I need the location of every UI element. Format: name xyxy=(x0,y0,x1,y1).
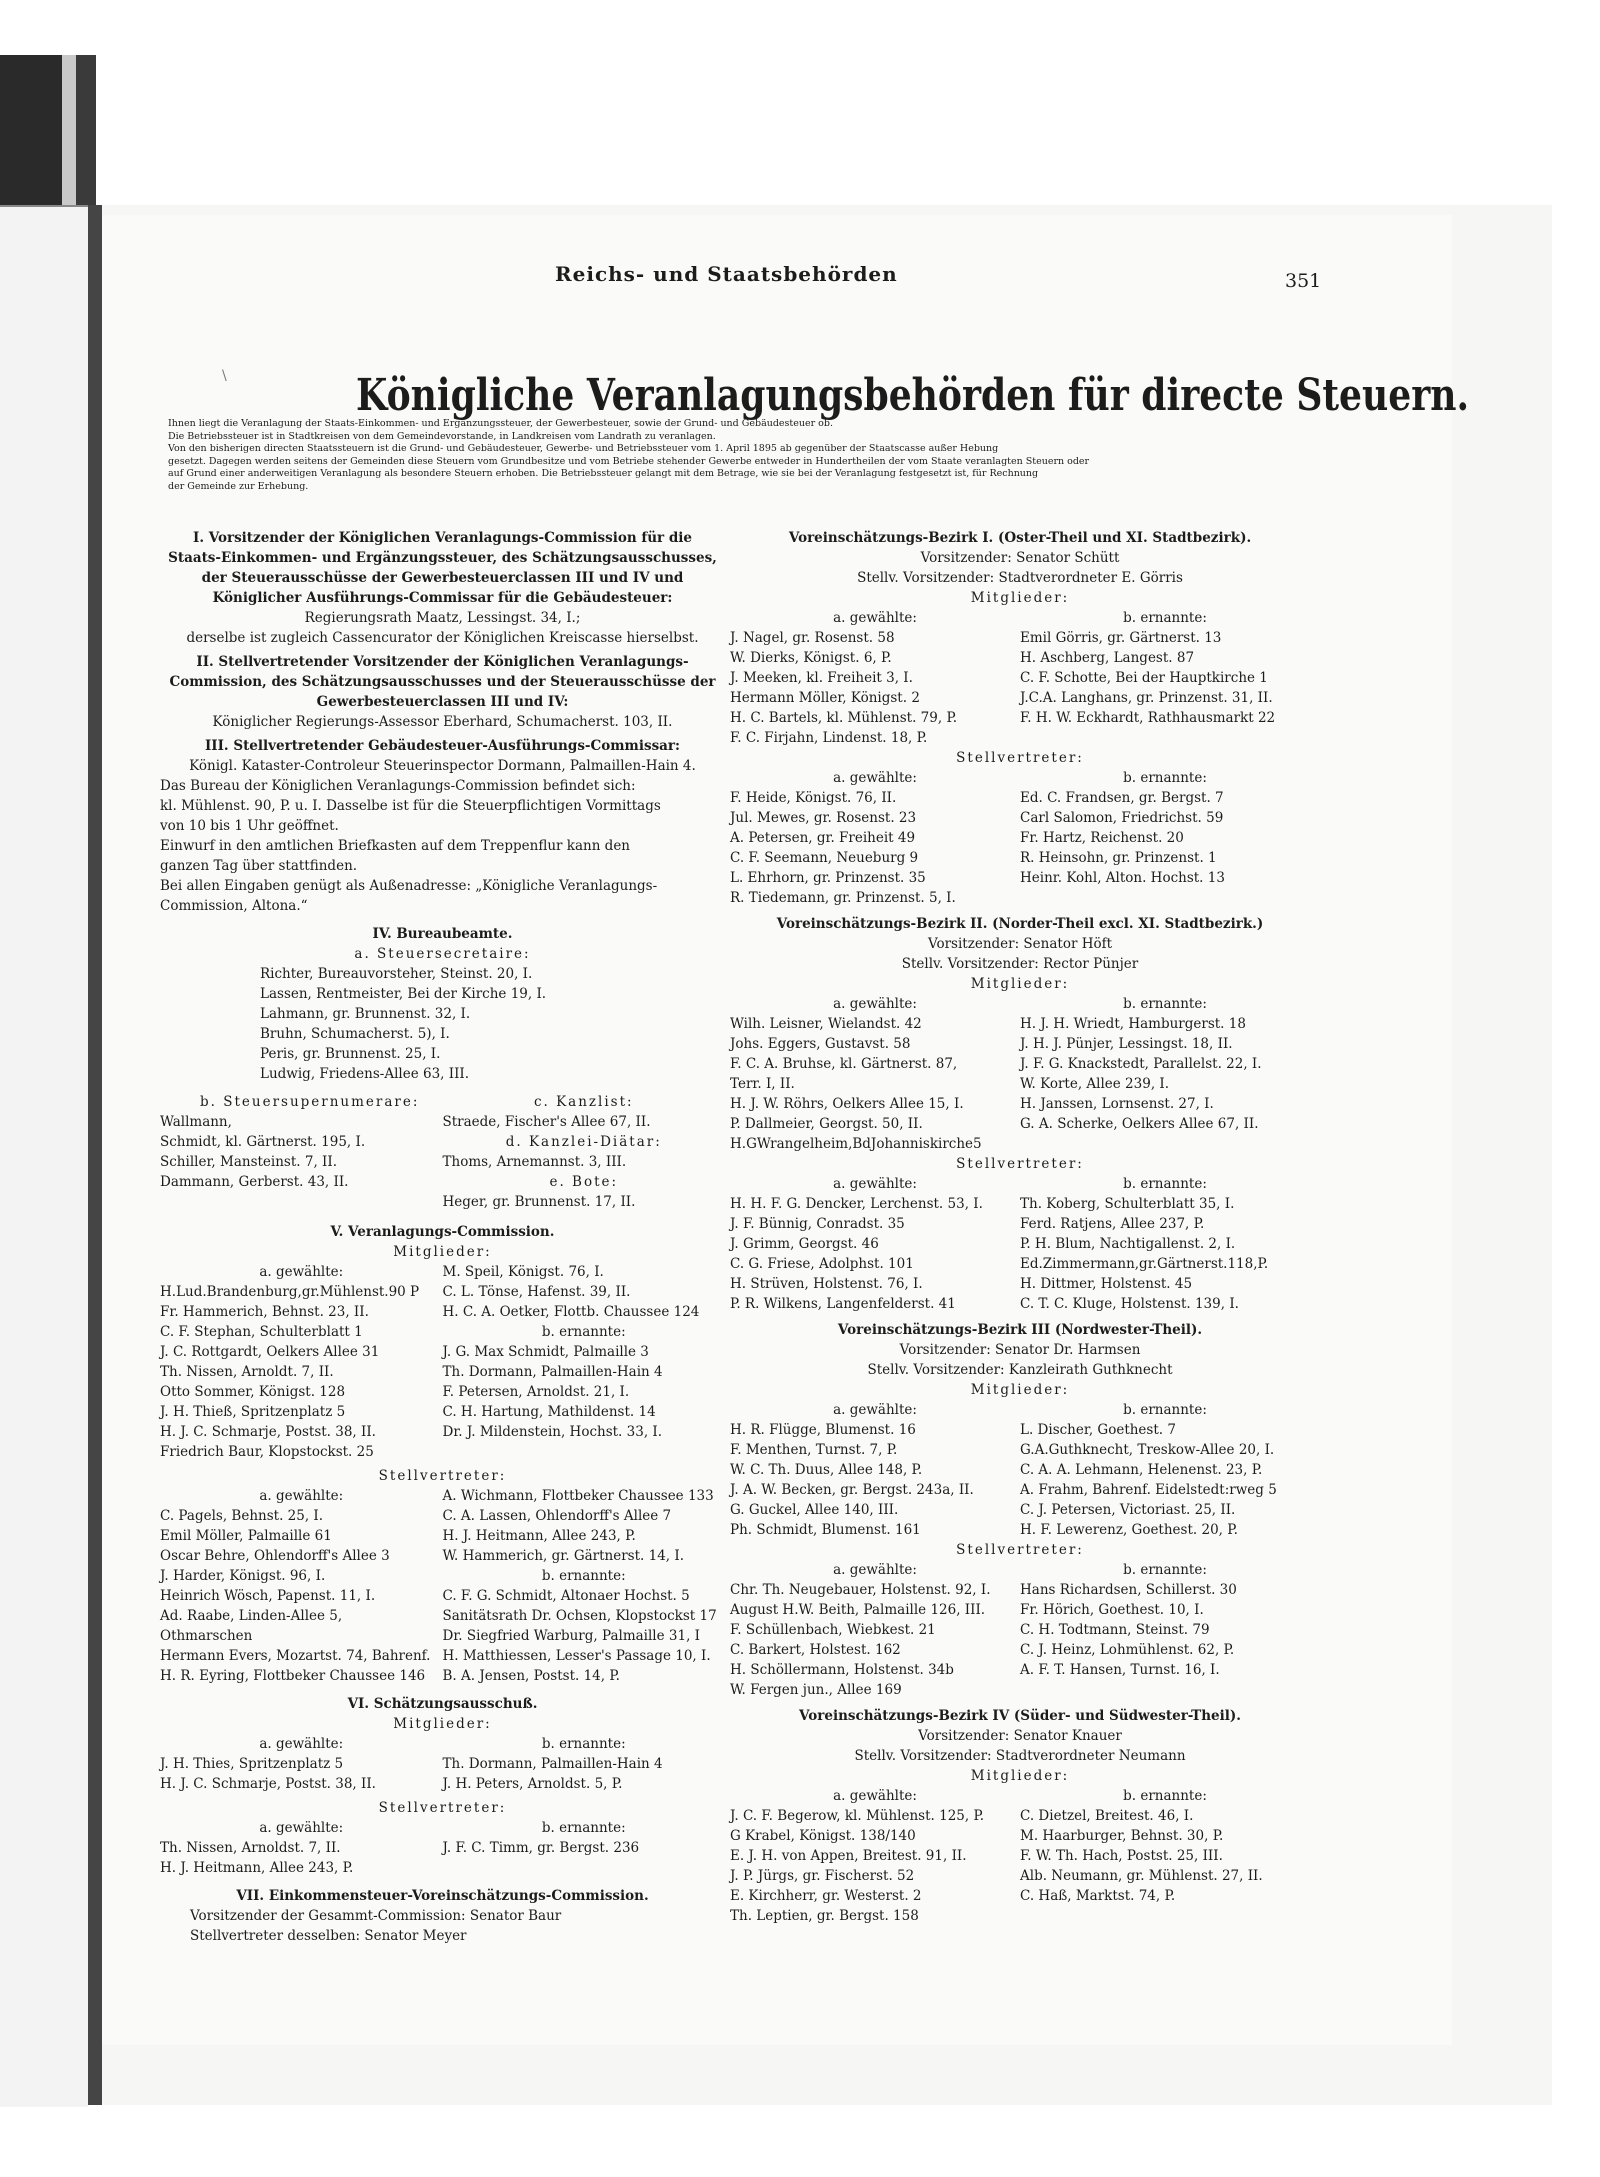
intro-line: Ihnen liegt die Veranlagung der Staats-Einkommen- und Ergänzungssteuer, der Gewerbesteuer, sowie der Grund- und Gebäudesteuer ob. xyxy=(168,418,833,429)
section-4e-heading: e. Bote: xyxy=(549,1174,619,1190)
book-spine xyxy=(88,205,102,2105)
district-2 xyxy=(730,914,1310,1314)
section-5s-elected-heading: a. gewählte: xyxy=(259,1488,344,1504)
stray-mark: \ xyxy=(222,368,227,384)
text-line: Einwurf in den amtlichen Briefkasten auf dem Treppenflur kann den xyxy=(160,838,631,854)
district-vice: Stellv. Vorsitzender: Rector Pünjer xyxy=(901,956,1139,972)
bookmark-ribbon-edge xyxy=(76,55,96,205)
person-entry: Dammann, Gerberst. 43, II. xyxy=(160,1174,349,1190)
elected-heading: a. gewählte: xyxy=(833,1562,917,1578)
person-entry: Emil Görris, gr. Gärtnerst. 13 xyxy=(1020,630,1222,646)
person-entry: Th. Koberg, Schulterblatt 35, I. xyxy=(1020,1196,1235,1212)
person-entry: C. J. Petersen, Victoriast. 25, II. xyxy=(1020,1502,1236,1518)
elected-heading: a. gewählte: xyxy=(833,996,917,1012)
person-entry: F. C. Firjahn, Lindenst. 18, P. xyxy=(730,730,928,746)
running-head: Reichs- und Staatsbehörden xyxy=(555,262,898,286)
person-entry: A. Wichmann, Flottbeker Chaussee 133 xyxy=(442,1488,714,1504)
person-entry: H. Strüven, Holstenst. 76, I. xyxy=(730,1276,923,1292)
person-entry: H. J. W. Röhrs, Oelkers Allee 15, I. xyxy=(730,1096,964,1112)
person-entry: H. Schöllermann, Holstenst. 34b xyxy=(730,1662,954,1678)
appointed-heading: b. ernannte: xyxy=(1123,1562,1207,1578)
district-chair: Vorsitzender: Senator Schütt xyxy=(920,550,1120,566)
person-entry: W. Hammerich, gr. Gärtnerst. 14, I. xyxy=(442,1548,684,1564)
person-entry: Straede, Fischer's Allee 67, II. xyxy=(442,1114,651,1130)
appointed-heading: b. ernannte: xyxy=(1123,770,1207,786)
person-entry: Hans Richardsen, Schillerst. 30 xyxy=(1020,1582,1237,1598)
person-entry: C. H. Todtmann, Steinst. 79 xyxy=(1020,1622,1210,1638)
section-4e-list xyxy=(443,1192,726,1212)
person-entry: J. Nagel, gr. Rosenst. 58 xyxy=(730,630,895,646)
person-entry: Oscar Behre, Ohlendorff's Allee 3 xyxy=(160,1548,390,1564)
appointed-heading: b. ernannte: xyxy=(1123,1788,1207,1804)
elected-heading: a. gewählte: xyxy=(833,770,917,786)
person-entry: C. Haß, Marktst. 74, P. xyxy=(1020,1888,1176,1904)
person-entry: C. J. Heinz, Lohmühlenst. 62, P. xyxy=(1020,1642,1235,1658)
person-entry: C. F. G. Schmidt, Altonaer Hochst. 5 xyxy=(442,1588,690,1604)
person-entry: F. Menthen, Turnst. 7, P. xyxy=(730,1442,898,1458)
person-entry: J. C. F. Begerow, kl. Mühlenst. 125, P. xyxy=(730,1808,985,1824)
text-line: ganzen Tag über stattfinden. xyxy=(160,858,358,874)
person-entry: C. H. Hartung, Mathildenst. 14 xyxy=(442,1404,656,1420)
section-2-person: Königlicher Regierungs-Assessor Eberhard, Schumacherst. 103, II. xyxy=(212,714,673,730)
person-entry: J. F. Bünnig, Conradst. 35 xyxy=(730,1216,905,1232)
person-entry: Ph. Schmidt, Blumenst. 161 xyxy=(730,1522,921,1538)
district-title: Voreinschätzungs-Bezirk IV (Süder- und Südwester-Theil). xyxy=(799,1708,1241,1724)
members-heading: Mitglieder: xyxy=(970,1768,1070,1784)
bookmark-ribbon-light xyxy=(62,55,76,205)
person-entry: F. H. W. Eckhardt, Rathhausmarkt 22 xyxy=(1020,710,1276,726)
section-4b-heading: b. Steuersupernumerare: xyxy=(200,1094,420,1110)
appointed-heading: b. ernannte: xyxy=(1123,1176,1207,1192)
district-chair: Vorsitzender: Senator Knauer xyxy=(918,1728,1122,1744)
person-entry: Fr. Hörich, Goethest. 10, I. xyxy=(1020,1602,1204,1618)
section-6-heading: VI. Schätzungsausschuß. xyxy=(347,1696,538,1712)
section-6s-elected-heading: a. gewählte: xyxy=(259,1820,344,1836)
person-entry: Richter, Bureauvorsteher, Steinst. 20, I. xyxy=(260,966,533,982)
elected-heading: a. gewählte: xyxy=(833,1402,917,1418)
section-6s-appointed-heading: b. ernannte: xyxy=(541,1820,626,1836)
page-number: 351 xyxy=(1285,270,1322,292)
district-title: Voreinschätzungs-Bezirk I. (Oster-Theil und XI. Stadtbezirk). xyxy=(788,530,1252,546)
section-5s-appointed-heading: b. ernannte: xyxy=(541,1568,626,1584)
person-entry: C. F. Schotte, Bei der Hauptkirche 1 xyxy=(1020,670,1268,686)
person-entry: Sanitätsrath Dr. Ochsen, Klopstockst 17 xyxy=(442,1608,717,1624)
elected-heading: a. gewählte: xyxy=(833,610,917,626)
section-4c-heading: c. Kanzlist: xyxy=(533,1094,634,1110)
person-entry: Emil Möller, Palmaille 61 xyxy=(160,1528,332,1544)
person-entry: J. Meeken, kl. Freiheit 3, I. xyxy=(730,670,913,686)
section-5-appointed-heading: b. ernannte: xyxy=(541,1324,626,1340)
person-entry: Friedrich Baur, Klopstockst. 25 xyxy=(160,1444,374,1460)
heading-line: Staats-Einkommen- und Ergänzungssteuer, des Schätzungsausschusses, xyxy=(168,550,717,566)
person-entry: J. F. G. Knackstedt, Parallelst. 22, I. xyxy=(1020,1056,1262,1072)
section-1-note: derselbe ist zugleich Cassencurator der Königlichen Kreiscasse hierselbst. xyxy=(186,630,699,646)
person-entry: H. J. Heitmann, Allee 243, P. xyxy=(442,1528,636,1544)
person-entry: Ad. Raabe, Linden-Allee 5, xyxy=(160,1608,343,1624)
person-entry: Thoms, Arnemannst. 3, III. xyxy=(442,1154,627,1170)
person-entry: H. C. Bartels, kl. Mühlenst. 79, P. xyxy=(730,710,958,726)
intro-line: Die Betriebssteuer ist in Stadtkreisen von dem Gemeindevorstande, in Landkreisen vom Landrath zu veranlagen. xyxy=(168,430,716,442)
section-4a-list xyxy=(160,964,725,1084)
person-entry: P. Dallmeier, Georgst. 50, II. xyxy=(730,1116,923,1132)
person-entry: Schmidt, kl. Gärtnerst. 195, I. xyxy=(160,1134,366,1150)
person-entry: R. Tiedemann, gr. Prinzenst. 5, I. xyxy=(730,890,956,906)
person-entry: Th. Dormann, Palmaillen-Hain 4 xyxy=(442,1364,663,1380)
district-3 xyxy=(730,1320,1310,1700)
section-6-appointed-heading: b. ernannte: xyxy=(541,1736,626,1752)
person-entry: H. F. Lewerenz, Goethest. 20, P. xyxy=(1020,1522,1238,1538)
section-5s-elected-list-2 xyxy=(443,1486,726,1566)
person-entry: J. Grimm, Georgst. 46 xyxy=(730,1236,879,1252)
person-entry: Hermann Möller, Königst. 2 xyxy=(730,690,920,706)
text-line: Commission, Altona.“ xyxy=(160,898,308,914)
person-entry: G Krabel, Königst. 138/140 xyxy=(730,1828,916,1844)
person-entry: Th. Nissen, Arnoldt. 7, II. xyxy=(160,1364,334,1380)
text-line: Bei allen Eingaben genügt als Außenadresse: „Königliche Veranlagungs- xyxy=(160,878,658,894)
person-entry: J. A. W. Becken, gr. Bergst. 243a, II. xyxy=(730,1482,974,1498)
person-entry: Othmarschen xyxy=(160,1628,253,1644)
person-entry: L. Discher, Goethest. 7 xyxy=(1020,1422,1176,1438)
person-entry: C. Pagels, Behnst. 25, I. xyxy=(160,1508,324,1524)
section-4d-list xyxy=(443,1152,726,1172)
person-entry: J. H. Peters, Arnoldst. 5, P. xyxy=(442,1776,623,1792)
district-4 xyxy=(730,1706,1310,1926)
person-entry: H. Aschberg, Langest. 87 xyxy=(1020,650,1195,666)
person-entry: H.GWrangelheim,BdJohanniskirche5 xyxy=(730,1136,982,1152)
section-5-elected-list-2 xyxy=(443,1262,726,1322)
facing-page-edge xyxy=(0,205,88,2107)
left-column xyxy=(160,528,725,1946)
intro-line: Von den bisherigen directen Staatssteuern ist die Grund- und Gebäudesteuer, Gewerbe- und Betriebssteuer vom 1. April 1895 ab gegenüber der Staatscasse außer Hebung xyxy=(168,443,999,454)
section-6-appointed-list xyxy=(443,1754,726,1794)
section-1-heading xyxy=(160,528,725,608)
intro-line: gesetzt. Dagegen werden seitens der Gemeinden diese Steuern vom Grundbesitze und vom Betriebe stehender Gewerbe entweder in Hundertheilen der vom Staate veranlagten Steuern oder xyxy=(168,455,1090,467)
section-6s-appointed-list xyxy=(443,1838,726,1858)
heading-line: Königlicher Ausführungs-Commissar für die Gebäudesteuer: xyxy=(212,590,673,606)
elected-heading: a. gewählte: xyxy=(833,1176,917,1192)
section-6-members-heading: Mitglieder: xyxy=(393,1716,492,1732)
person-entry: Th. Leptien, gr. Bergst. 158 xyxy=(730,1908,919,1924)
text-line: Das Bureau der Königlichen Veranlagungs-Commission befindet sich: xyxy=(160,778,636,794)
members-heading: Mitglieder: xyxy=(970,976,1070,992)
person-entry: P. H. Blum, Nachtigallenst. 2, I. xyxy=(1020,1236,1236,1252)
person-entry: Dr. Siegfried Warburg, Palmaille 31, I xyxy=(442,1628,701,1644)
bookmark-ribbon xyxy=(0,55,62,205)
person-entry: Hermann Evers, Mozartst. 74, Bahrenf. xyxy=(160,1648,431,1664)
text-line: kl. Mühlenst. 90, P. u. I. Dasselbe ist für die Steuerpflichtigen Vormittags xyxy=(160,798,661,814)
district-vice: Stellv. Vorsitzender: Stadtverordneter Neumann xyxy=(854,1748,1186,1764)
district-chair: Vorsitzender: Senator Höft xyxy=(927,936,1113,952)
section-7-lines xyxy=(160,1906,725,1946)
person-entry: Bruhn, Schumacherst. 5), I. xyxy=(260,1026,450,1042)
district-vice: Stellv. Vorsitzender: Kanzleirath Guthknecht xyxy=(867,1362,1173,1378)
person-entry: J. C. Rottgardt, Oelkers Allee 31 xyxy=(160,1344,380,1360)
person-entry: J. H. Thieß, Spritzenplatz 5 xyxy=(160,1404,346,1420)
person-entry: W. C. Th. Duus, Allee 148, P. xyxy=(730,1462,923,1478)
person-entry: Peris, gr. Brunnenst. 25, I. xyxy=(260,1046,441,1062)
person-entry: A. Petersen, gr. Freiheit 49 xyxy=(730,830,916,846)
person-entry: F. Schüllenbach, Wiebkest. 21 xyxy=(730,1622,936,1638)
section-5-deputies-heading: Stellvertreter: xyxy=(378,1468,507,1484)
person-entry: A. Frahm, Bahrenf. Eidelstedt:rweg 5 xyxy=(1020,1482,1277,1498)
heading-line: Gewerbesteuerclassen III und IV: xyxy=(316,694,569,710)
person-entry: E. Kirchherr, gr. Westerst. 2 xyxy=(730,1888,922,1904)
person-entry: Th. Nissen, Arnoldst. 7, II. xyxy=(160,1840,341,1856)
section-2-heading xyxy=(160,652,725,712)
person-entry: B. A. Jensen, Postst. 14, P. xyxy=(442,1668,620,1684)
section-5-appointed-list xyxy=(443,1342,726,1442)
intro-line: der Gemeinde zur Erhebung. xyxy=(168,480,309,492)
person-entry: J. F. C. Timm, gr. Bergst. 236 xyxy=(442,1840,640,1856)
person-entry: Ed. C. Frandsen, gr. Bergst. 7 xyxy=(1020,790,1224,806)
section-6-deputies-heading: Stellvertreter: xyxy=(378,1800,507,1816)
person-entry: Wilh. Leisner, Wielandst. 42 xyxy=(730,1016,922,1032)
person-entry: J. P. Jürgs, gr. Fischerst. 52 xyxy=(730,1868,915,1884)
person-entry: J. H. Thies, Spritzenplatz 5 xyxy=(160,1756,344,1772)
person-entry: C. F. Seemann, Neueburg 9 xyxy=(730,850,919,866)
person-entry: H. Dittmer, Holstenst. 45 xyxy=(1020,1276,1193,1292)
person-entry: C. T. C. Kluge, Holstenst. 139, I. xyxy=(1020,1296,1239,1312)
heading-line: Commission, des Schätzungsausschusses und der Steuerausschüsse der xyxy=(169,674,716,690)
person-entry: H. Matthiessen, Lesser's Passage 10, I. xyxy=(442,1648,711,1664)
intro-paragraph xyxy=(168,418,1318,493)
person-entry: F. C. A. Bruhse, kl. Gärtnerst. 87, xyxy=(730,1056,958,1072)
person-entry: H. J. Heitmann, Allee 243, P. xyxy=(160,1860,354,1876)
person-entry: H. C. A. Oetker, Flottb. Chaussee 124 xyxy=(442,1304,700,1320)
section-1-person: Regierungsrath Maatz, Lessingst. 34, I.; xyxy=(304,610,581,626)
person-entry: C. Dietzel, Breitest. 46, I. xyxy=(1020,1808,1194,1824)
person-entry: Lassen, Rentmeister, Bei der Kirche 19, I. xyxy=(260,986,547,1002)
section-3-text xyxy=(160,776,725,916)
heading-line: I. Vorsitzender der Königlichen Veranlagungs-Commission für die xyxy=(193,530,692,546)
heading-line: II. Stellvertretender Vorsitzender der Königlichen Veranlagungs- xyxy=(196,654,689,670)
person-entry: H. H. F. G. Dencker, Lerchenst. 53, I. xyxy=(730,1196,983,1212)
district-vice: Stellv. Vorsitzender: Stadtverordneter E. Görris xyxy=(857,570,1183,586)
text-line: Stellvertreter desselben: Senator Meyer xyxy=(190,1928,467,1944)
elected-heading: a. gewählte: xyxy=(833,1788,917,1804)
person-entry: Terr. I, II. xyxy=(730,1076,795,1092)
text-line: von 10 bis 1 Uhr geöffnet. xyxy=(160,818,339,834)
person-entry: C. Barkert, Holstest. 162 xyxy=(730,1642,901,1658)
person-entry: Alb. Neumann, gr. Mühlenst. 27, II. xyxy=(1020,1868,1263,1884)
deputies-heading: Stellvertreter: xyxy=(956,750,1084,766)
person-entry: J. H. J. Pünjer, Lessingst. 18, II. xyxy=(1020,1036,1233,1052)
section-5-heading: V. Veranlagungs-Commission. xyxy=(330,1224,555,1240)
person-entry: Fr. Hartz, Reichenst. 20 xyxy=(1020,830,1184,846)
right-column xyxy=(730,528,1310,1926)
district-chair: Vorsitzender: Senator Dr. Harmsen xyxy=(899,1342,1141,1358)
person-entry: H.Lud.Brandenburg,gr.Mühlenst.90 P xyxy=(160,1284,420,1300)
person-entry: M. Haarburger, Behnst. 30, P. xyxy=(1020,1828,1224,1844)
person-entry: H. R. Flügge, Blumenst. 16 xyxy=(730,1422,916,1438)
person-entry: G. Guckel, Allee 140, III. xyxy=(730,1502,899,1518)
person-entry: August H.W. Beith, Palmaille 126, III. xyxy=(730,1602,986,1618)
person-entry: Ludwig, Friedens-Allee 63, III. xyxy=(260,1066,470,1082)
person-entry: Ferd. Ratjens, Allee 237, P. xyxy=(1020,1216,1205,1232)
person-entry: C. A. Lassen, Ohlendorff's Allee 7 xyxy=(442,1508,672,1524)
section-5s-elected-list xyxy=(160,1506,443,1686)
person-entry: H. J. H. Wriedt, Hamburgerst. 18 xyxy=(1020,1016,1246,1032)
section-4-heading: IV. Bureaubeamte. xyxy=(372,926,513,942)
person-entry: G. A. Scherke, Oelkers Allee 67, II. xyxy=(1020,1116,1259,1132)
person-entry: R. Heinsohn, gr. Prinzenst. 1 xyxy=(1020,850,1217,866)
district-1 xyxy=(730,528,1310,908)
person-entry: C. A. A. Lehmann, Helenenst. 23, P. xyxy=(1020,1462,1263,1478)
person-entry: W. Fergen jun., Allee 169 xyxy=(730,1682,902,1698)
section-5-members-heading: Mitglieder: xyxy=(393,1244,492,1260)
section-7-heading: VII. Einkommensteuer-Voreinschätzungs-Commission. xyxy=(236,1888,649,1904)
deputies-heading: Stellvertreter: xyxy=(956,1542,1084,1558)
person-entry: Lahmann, gr. Brunnenst. 32, I. xyxy=(260,1006,471,1022)
section-5-elected-list xyxy=(160,1282,443,1462)
heading-line: der Steuerausschüsse der Gewerbesteuerclassen III und IV und xyxy=(201,570,684,586)
section-5s-appointed-list xyxy=(443,1586,726,1686)
person-entry: J. Harder, Königst. 96, I. xyxy=(160,1568,326,1584)
section-4d-heading: d. Kanzlei-Diätar: xyxy=(505,1134,662,1150)
person-entry: Th. Dormann, Palmaillen-Hain 4 xyxy=(442,1756,663,1772)
section-3-heading: III. Stellvertretender Gebäudesteuer-Ausführungs-Commissar: xyxy=(204,738,681,754)
person-entry: F. Heide, Königst. 76, II. xyxy=(730,790,897,806)
intro-line: auf Grund einer anderweitigen Veranlagung als besondere Steuern erhoben. Die Betriebssteuer gelangt mit dem Betrage, wie sie bei der Veranlagung festgesetzt ist, für Rechnung xyxy=(168,468,1039,479)
person-entry: Otto Sommer, Königst. 128 xyxy=(160,1384,346,1400)
appointed-heading: b. ernannte: xyxy=(1123,610,1207,626)
person-entry: E. J. H. von Appen, Breitest. 91, II. xyxy=(730,1848,967,1864)
person-entry: H. R. Eyring, Flottbeker Chaussee 146 xyxy=(160,1668,426,1684)
person-entry: H. Janssen, Lornsenst. 27, I. xyxy=(1020,1096,1214,1112)
person-entry: Johs. Eggers, Gustavst. 58 xyxy=(730,1036,911,1052)
section-6-elected-heading: a. gewählte: xyxy=(259,1736,344,1752)
person-entry: C. F. Stephan, Schulterblatt 1 xyxy=(160,1324,363,1340)
person-entry: Dr. J. Mildenstein, Hochst. 33, I. xyxy=(442,1424,663,1440)
person-entry: Chr. Th. Neugebauer, Holstenst. 92, I. xyxy=(730,1582,991,1598)
district-title: Voreinschätzungs-Bezirk III (Nordwester-Theil). xyxy=(837,1322,1203,1338)
person-entry: Heger, gr. Brunnenst. 17, II. xyxy=(442,1194,636,1210)
person-entry: Carl Salomon, Friedrichst. 59 xyxy=(1020,810,1224,826)
appointed-heading: b. ernannte: xyxy=(1123,1402,1207,1418)
section-3-person: Königl. Kataster-Controleur Steuerinspector Dormann, Palmaillen-Hain 4. xyxy=(189,758,696,774)
appointed-heading: b. ernannte: xyxy=(1123,996,1207,1012)
section-4b-list xyxy=(160,1112,443,1192)
members-heading: Mitglieder: xyxy=(970,590,1070,606)
person-entry: Wallmann, xyxy=(160,1114,232,1130)
person-entry: F. W. Th. Hach, Postst. 25, III. xyxy=(1020,1848,1223,1864)
person-entry: G.A.Guthknecht, Treskow-Allee 20, I. xyxy=(1020,1442,1275,1458)
person-entry: Schiller, Mansteinst. 7, II. xyxy=(160,1154,337,1170)
members-heading: Mitglieder: xyxy=(970,1382,1070,1398)
person-entry: W. Dierks, Königst. 6, P. xyxy=(730,650,892,666)
person-entry: Ed.Zimmermann,gr.Gärtnerst.118,P. xyxy=(1020,1256,1269,1272)
person-entry: L. Ehrhorn, gr. Prinzenst. 35 xyxy=(730,870,926,886)
person-entry: F. Petersen, Arnoldst. 21, I. xyxy=(442,1384,630,1400)
person-entry: Heinr. Kohl, Alton. Hochst. 13 xyxy=(1020,870,1225,886)
section-5-elected-heading: a. gewählte: xyxy=(259,1264,344,1280)
person-entry: C. G. Friese, Adolphst. 101 xyxy=(730,1256,914,1272)
person-entry: Fr. Hammerich, Behnst. 23, II. xyxy=(160,1304,369,1320)
person-entry: H. J. C. Schmarje, Postst. 38, II. xyxy=(160,1776,376,1792)
person-entry: J.C.A. Langhans, gr. Prinzenst. 31, II. xyxy=(1020,690,1273,706)
person-entry: A. F. T. Hansen, Turnst. 16, I. xyxy=(1020,1662,1220,1678)
deputies-heading: Stellvertreter: xyxy=(956,1156,1084,1172)
person-entry: J. G. Max Schmidt, Palmaille 3 xyxy=(442,1344,649,1360)
text-line: Vorsitzender der Gesammt-Commission: Senator Baur xyxy=(190,1908,562,1924)
section-4a-heading: a. Steuersecretaire: xyxy=(354,946,531,962)
section-6s-elected-list xyxy=(160,1838,443,1878)
person-entry: Heinrich Wösch, Papenst. 11, I. xyxy=(160,1588,376,1604)
section-4c-list xyxy=(443,1112,726,1132)
district-title: Voreinschätzungs-Bezirk II. (Norder-Theil excl. XI. Stadtbezirk.) xyxy=(776,916,1264,932)
section-6-elected-list xyxy=(160,1754,443,1794)
person-entry: H. J. C. Schmarje, Postst. 38, II. xyxy=(160,1424,376,1440)
person-entry: Jul. Mewes, gr. Rosenst. 23 xyxy=(730,810,917,826)
person-entry: W. Korte, Allee 239, I. xyxy=(1020,1076,1170,1092)
page-title: Königliche Veranlagungsbehörden für directe Steuern. xyxy=(356,370,1470,421)
person-entry: M. Speil, Königst. 76, I. xyxy=(442,1264,604,1280)
intro-lines xyxy=(168,418,1318,493)
person-entry: C. L. Tönse, Hafenst. 39, II. xyxy=(442,1284,631,1300)
person-entry: P. R. Wilkens, Langenfelderst. 41 xyxy=(730,1296,956,1312)
